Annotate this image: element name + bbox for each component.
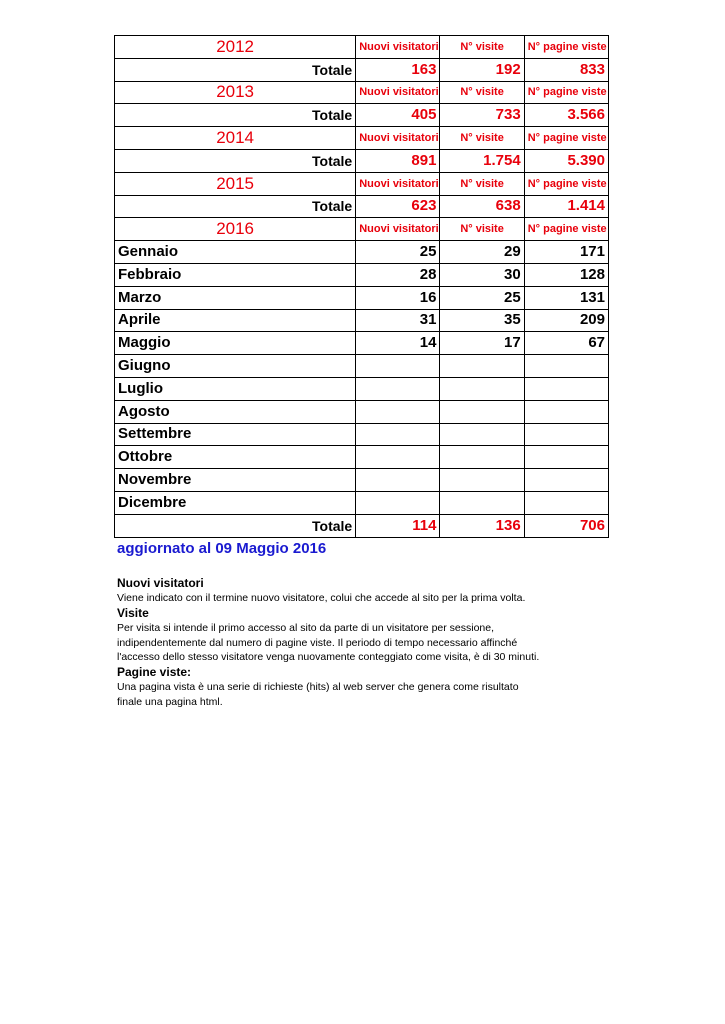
header-new-visitors: Nuovi visitatori: [356, 36, 440, 59]
month-new-visitors: 31: [356, 309, 440, 332]
month-page-views: 67: [524, 332, 608, 355]
month-name: Dicembre: [115, 491, 356, 514]
month-page-views: [524, 469, 608, 492]
table-row: [115, 355, 609, 378]
month-page-views: [524, 446, 608, 469]
year-label: 2015: [115, 172, 356, 195]
month-new-visitors: [356, 400, 440, 423]
year-label: 2013: [115, 81, 356, 104]
header-page-views: N° pagine viste: [524, 36, 608, 59]
month-name: Settembre: [115, 423, 356, 446]
month-page-views: 131: [524, 286, 608, 309]
month-new-visitors: 25: [356, 241, 440, 264]
total-label: Totale: [115, 149, 356, 172]
total-new-visitors: 163: [356, 58, 440, 81]
year-header-row-2015: [115, 172, 609, 195]
month-visits: 30: [440, 263, 524, 286]
header-visits: N° visite: [440, 218, 524, 241]
pages-text-line-1: Una pagina vista è una serie di richieste (hits) al web server che genera come risultato: [117, 681, 519, 694]
pages-title: Pagine viste:: [117, 665, 192, 680]
table-row: [115, 446, 609, 469]
month-name: Ottobre: [115, 446, 356, 469]
visits-text-line-2: indipendentemente dal numero di pagine viste. Il periodo di tempo necessario affinché: [117, 636, 518, 649]
header-page-views: N° pagine viste: [524, 172, 608, 195]
month-name: Febbraio: [115, 263, 356, 286]
month-new-visitors: [356, 446, 440, 469]
table-row: [115, 309, 609, 332]
month-new-visitors: 16: [356, 286, 440, 309]
total-visits: 638: [440, 195, 524, 218]
total-page-views: 5.390: [524, 149, 608, 172]
table-row: [115, 400, 609, 423]
month-visits: 35: [440, 309, 524, 332]
month-page-views: [524, 377, 608, 400]
total-new-visitors: 114: [356, 514, 440, 537]
total-row-2014: [115, 149, 609, 172]
total-label: Totale: [115, 104, 356, 127]
total-visits: 136: [440, 514, 524, 537]
month-visits: [440, 423, 524, 446]
total-page-views: 3.566: [524, 104, 608, 127]
month-visits: [440, 355, 524, 378]
header-visits: N° visite: [440, 127, 524, 150]
total-label: Totale: [115, 514, 356, 537]
month-name: Maggio: [115, 332, 356, 355]
header-page-views: N° pagine viste: [524, 81, 608, 104]
total-row-2015: [115, 195, 609, 218]
total-visits: 733: [440, 104, 524, 127]
month-new-visitors: 14: [356, 332, 440, 355]
header-page-views: N° pagine viste: [524, 127, 608, 150]
month-name: Aprile: [115, 309, 356, 332]
month-name: Marzo: [115, 286, 356, 309]
month-new-visitors: [356, 423, 440, 446]
year-header-row-2012: [115, 36, 609, 59]
month-new-visitors: [356, 377, 440, 400]
table-row: [115, 377, 609, 400]
month-name: Agosto: [115, 400, 356, 423]
total-label: Totale: [115, 58, 356, 81]
visits-text-line-1: Per visita si intende il primo accesso al sito da parte di un visitatore per sessione,: [117, 621, 495, 634]
month-visits: [440, 491, 524, 514]
year-label: 2012: [115, 36, 356, 59]
month-visits: 25: [440, 286, 524, 309]
new-visitors-title: Nuovi visitatori: [117, 576, 204, 590]
table-row: [115, 286, 609, 309]
month-page-views: 128: [524, 263, 608, 286]
header-new-visitors: Nuovi visitatori: [356, 218, 440, 241]
month-new-visitors: [356, 355, 440, 378]
header-page-views: N° pagine viste: [524, 218, 608, 241]
month-new-visitors: 28: [356, 263, 440, 286]
header-new-visitors: Nuovi visitatori: [356, 81, 440, 104]
total-page-views: 706: [524, 514, 608, 537]
month-name: Giugno: [115, 355, 356, 378]
month-page-views: 209: [524, 309, 608, 332]
total-row-2013: [115, 104, 609, 127]
total-page-views: 833: [524, 58, 608, 81]
month-visits: 17: [440, 332, 524, 355]
header-visits: N° visite: [440, 172, 524, 195]
table-row: [115, 332, 609, 355]
total-row-2012: [115, 58, 609, 81]
table-row: [115, 491, 609, 514]
month-visits: [440, 400, 524, 423]
month-name: Gennaio: [115, 241, 356, 264]
total-row-2016: [115, 514, 609, 537]
month-name: Luglio: [115, 377, 356, 400]
total-new-visitors: 405: [356, 104, 440, 127]
table-row: [115, 469, 609, 492]
total-visits: 1.754: [440, 149, 524, 172]
month-visits: [440, 469, 524, 492]
header-visits: N° visite: [440, 81, 524, 104]
total-new-visitors: 623: [356, 195, 440, 218]
year-header-row-2016: [115, 218, 609, 241]
header-new-visitors: Nuovi visitatori: [356, 127, 440, 150]
month-page-views: [524, 400, 608, 423]
total-page-views: 1.414: [524, 195, 608, 218]
month-visits: [440, 377, 524, 400]
visits-text-line-3: l'accesso dello stesso visitatore venga nuovamente conteggiato come visita, è di 30 minuti.: [117, 651, 540, 664]
year-label: 2014: [115, 127, 356, 150]
total-new-visitors: 891: [356, 149, 440, 172]
table-row: [115, 263, 609, 286]
month-page-views: [524, 423, 608, 446]
month-page-views: 171: [524, 241, 608, 264]
month-page-views: [524, 491, 608, 514]
month-new-visitors: [356, 469, 440, 492]
pages-text-line-2: finale una pagina html.: [117, 695, 223, 708]
table-row: [115, 423, 609, 446]
month-page-views: [524, 355, 608, 378]
visits-title: Visite: [117, 605, 149, 620]
month-visits: [440, 446, 524, 469]
header-new-visitors: Nuovi visitatori: [356, 172, 440, 195]
stats-table-body: [115, 36, 609, 538]
new-visitors-text: Viene indicato con il termine nuovo visitatore, colui che accede al sito per la prima volta.: [117, 592, 526, 604]
total-visits: 192: [440, 58, 524, 81]
definitions-notes: [117, 576, 587, 710]
year-label: 2016: [115, 218, 356, 241]
year-header-row-2013: [115, 81, 609, 104]
month-visits: 29: [440, 241, 524, 264]
year-header-row-2014: [115, 127, 609, 150]
table-row: [115, 241, 609, 264]
visitor-stats-table: [114, 35, 609, 538]
month-name: Novembre: [115, 469, 356, 492]
month-new-visitors: [356, 491, 440, 514]
last-updated-label: aggiornato al 09 Maggio 2016: [117, 540, 327, 557]
total-label: Totale: [115, 195, 356, 218]
header-visits: N° visite: [440, 36, 524, 59]
